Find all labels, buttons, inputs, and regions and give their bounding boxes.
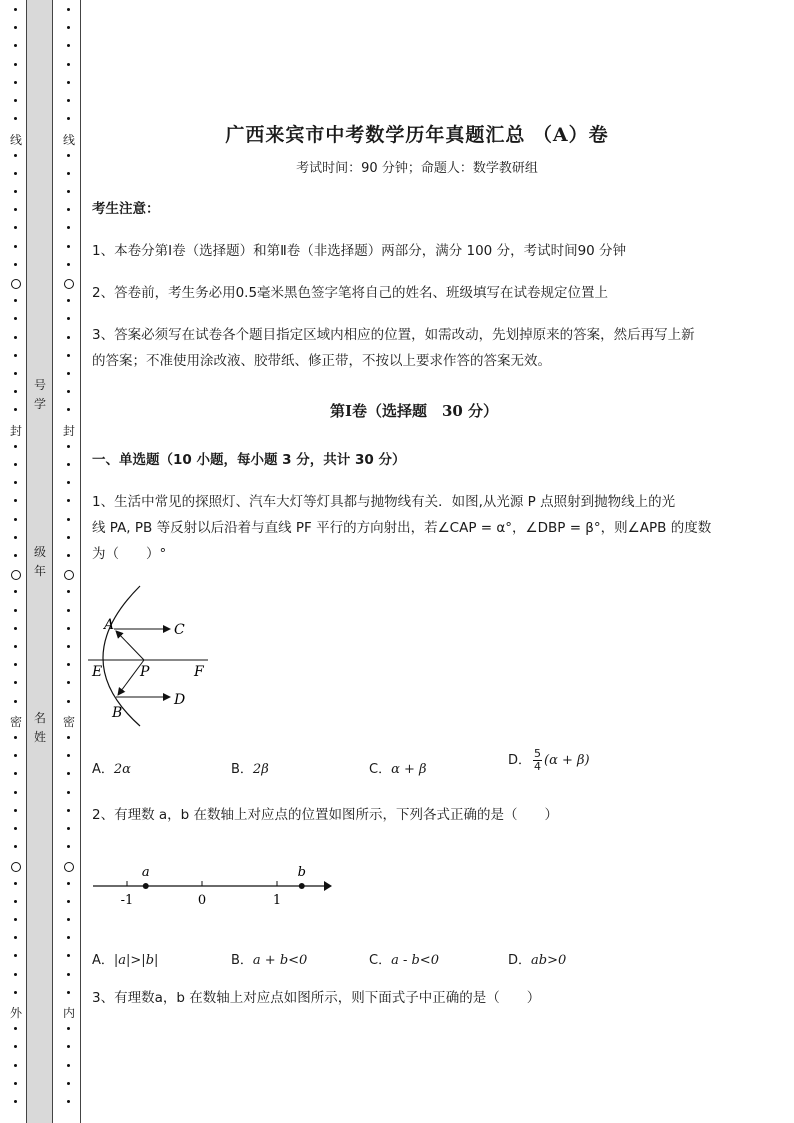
margin-dot (14, 518, 17, 521)
margin-dot (67, 954, 70, 957)
margin-circle (11, 570, 21, 580)
margin-dot (67, 936, 70, 939)
option-letter: B． (231, 953, 253, 968)
margin-dot (14, 954, 17, 957)
margin-char-wai: 外 (9, 1006, 22, 1020)
point-b-label: b (297, 865, 306, 880)
margin-dot (14, 245, 17, 248)
q3-text: 3、有理数a，b 在数轴上对应点如图所示，则下面式子中正确的是（ ） (92, 990, 541, 1006)
class-label: 级 (33, 545, 46, 559)
label-d: D (174, 692, 186, 708)
margin-dot (67, 245, 70, 248)
margin-dot (14, 882, 17, 885)
margin-dot (67, 481, 70, 484)
margin-dot (67, 609, 70, 612)
margin-char-mi-inner: 密 (62, 715, 75, 729)
q2-option-b[interactable] (231, 949, 307, 968)
option-value: ab>0 (531, 953, 567, 968)
margin-dot (67, 754, 70, 757)
fraction-denominator: 4 (534, 760, 542, 773)
margin-char-feng-outer: 封 (9, 424, 22, 438)
margin-dot (14, 681, 17, 684)
q1-option-a[interactable] (92, 758, 131, 777)
margin-dot (67, 1064, 70, 1067)
margin-dot (67, 208, 70, 211)
margin-dot (67, 372, 70, 375)
margin-dot (67, 973, 70, 976)
margin-dot (14, 445, 17, 448)
q2-number-line (88, 858, 338, 910)
q1-parabola-figure (88, 580, 218, 730)
margin-dot (67, 918, 70, 921)
exam-subtitle: 考试时间：90 分钟；命题人：数学教研组 (296, 161, 538, 176)
notice-item-1: 1、本卷分第Ⅰ卷（选择题）和第Ⅱ卷（非选择题）两部分，满分 100 分，考试时间90 分钟 (92, 243, 627, 259)
margin-circle (64, 862, 74, 872)
margin-char-xian-outer: 线 (9, 133, 22, 147)
margin-dot (67, 700, 70, 703)
margin-dot (67, 190, 70, 193)
margin-dot (67, 317, 70, 320)
margin-dot (67, 1027, 70, 1030)
q2-option-a[interactable] (92, 949, 158, 968)
margin-dot (14, 44, 17, 47)
margin-dot (14, 845, 17, 848)
margin-dot (67, 827, 70, 830)
margin-dot (67, 299, 70, 302)
margin-char-xian-inner: 线 (62, 133, 75, 147)
label-c: C (174, 622, 185, 638)
margin-dot (67, 445, 70, 448)
margin-dot (67, 63, 70, 66)
margin-dot (14, 263, 17, 266)
q2-text: 2、有理数 a，b 在数轴上对应点的位置如图所示，下列各式正确的是（ ） (92, 807, 559, 823)
notice-item-3-line-2: 的答案；不准使用涂改液、胶带纸、修正带，不按以上要求作答的答案无效。 (92, 353, 551, 369)
margin-dot (14, 736, 17, 739)
margin-dot (14, 317, 17, 320)
margin-dot (67, 226, 70, 229)
margin-dot (14, 700, 17, 703)
option-value: (α + β) (544, 753, 590, 768)
margin-dot (14, 299, 17, 302)
margin-dot (67, 645, 70, 648)
margin-dot (14, 190, 17, 193)
margin-dot (14, 81, 17, 84)
margin-dot (14, 536, 17, 539)
margin-dot (67, 809, 70, 812)
margin-dot (67, 590, 70, 593)
option-letter: A． (92, 953, 114, 968)
margin-dot (67, 536, 70, 539)
margin-dot (14, 1064, 17, 1067)
margin-circle (11, 279, 21, 289)
margin-dot (67, 772, 70, 775)
student-id-label: 号 (33, 378, 46, 392)
margin-dot (14, 336, 17, 339)
margin-dot (14, 499, 17, 502)
margin-dot (14, 8, 17, 11)
option-letter: D． (508, 753, 532, 768)
margin-char-nei: 内 (62, 1006, 75, 1020)
margin-dot (14, 973, 17, 976)
q1-text-line-3: 为（ ）° (92, 546, 167, 562)
label-f: F (194, 664, 204, 680)
margin-dot (14, 827, 17, 830)
margin-dot (14, 918, 17, 921)
margin-dot (14, 226, 17, 229)
name-label: 姓 (33, 730, 46, 744)
margin-dot (14, 1027, 17, 1030)
tick-label: 0 (197, 893, 207, 908)
margin-dot (67, 1045, 70, 1048)
margin-dot (14, 900, 17, 903)
margin-dot (67, 463, 70, 466)
option-value: a - b<0 (391, 953, 439, 968)
margin-dot (67, 390, 70, 393)
margin-dot (67, 354, 70, 357)
option-value: |a|>|b| (113, 953, 159, 968)
margin-dot (14, 791, 17, 794)
fraction (533, 748, 542, 773)
margin-dot (14, 772, 17, 775)
name-label: 名 (33, 711, 46, 725)
q1-text-line-1: 1、生活中常见的探照灯、汽车大灯等灯具都与抛物线有关．如图,从光源 P 点照射到抛物线上的光 (92, 494, 676, 510)
margin-dot (67, 554, 70, 557)
option-value: a + b<0 (252, 953, 308, 968)
margin-dot (67, 736, 70, 739)
margin-dot (67, 263, 70, 266)
notice-item-3-line-1: 3、答案必须写在试卷各个题目指定区域内相应的位置，如需改动，先划掉原来的答案，然后再写上新 (92, 327, 695, 343)
margin-dot (14, 1045, 17, 1048)
margin-dot (67, 44, 70, 47)
q1-option-d[interactable] (508, 748, 590, 773)
margin-dot (14, 809, 17, 812)
q2-option-c[interactable] (369, 949, 439, 968)
margin-dot (14, 390, 17, 393)
margin-dot (67, 900, 70, 903)
margin-circle (64, 279, 74, 289)
margin-dot (67, 991, 70, 994)
label-b: B (112, 705, 123, 721)
margin-dot (14, 372, 17, 375)
tick-label: 1 (272, 893, 282, 908)
option-letter: D． (508, 953, 532, 968)
margin-dot (14, 663, 17, 666)
label-a: A (104, 617, 115, 633)
margin-dot (14, 645, 17, 648)
margin-dot (14, 354, 17, 357)
notice-item-2: 2、答卷前，考生务必用0.5毫米黑色签字笔将自己的姓名、班级填写在试卷规定位置上 (92, 285, 609, 301)
margin-dot (67, 99, 70, 102)
margin-dot (67, 26, 70, 29)
option-value: α + β (391, 762, 427, 777)
margin-dot (67, 681, 70, 684)
label-e: E (92, 664, 103, 680)
margin-dot (14, 99, 17, 102)
margin-dot (67, 627, 70, 630)
margin-dot (67, 1100, 70, 1103)
margin-dot (14, 590, 17, 593)
q1-option-c[interactable] (369, 758, 427, 777)
margin-dot (14, 1100, 17, 1103)
exam-title: 广西来宾市中考数学历年真题汇总 （A）卷 (225, 124, 609, 146)
margin-circle (11, 862, 21, 872)
option-letter: C． (369, 762, 392, 777)
q2-option-d[interactable] (508, 949, 566, 968)
margin-dot (14, 208, 17, 211)
option-letter: C． (369, 953, 392, 968)
margin-dot (67, 336, 70, 339)
margin-dot (14, 609, 17, 612)
margin-dot (67, 882, 70, 885)
margin-dot (14, 1082, 17, 1085)
q1-option-b[interactable] (231, 758, 269, 777)
ray-pa (116, 631, 144, 660)
student-id-label: 学 (33, 397, 46, 411)
option-value: 2α (113, 762, 131, 777)
margin-dot (67, 499, 70, 502)
margin-circle (64, 570, 74, 580)
margin-dot (67, 8, 70, 11)
margin-dot (14, 627, 17, 630)
label-p: P (140, 664, 150, 680)
class-label: 年 (33, 564, 46, 578)
point-b (299, 883, 305, 889)
margin-dot (14, 481, 17, 484)
part-1-title: 第Ⅰ卷（选择题 30 分） (329, 402, 499, 420)
margin-dot (14, 991, 17, 994)
margin-dot (14, 554, 17, 557)
tick-label: -1 (120, 893, 134, 908)
point-a-label: a (141, 865, 150, 880)
fraction-numerator: 5 (534, 747, 542, 760)
margin-dot (67, 1082, 70, 1085)
margin-char-mi-outer: 密 (9, 715, 22, 729)
section-heading: 一、单选题（10 小题，每小题 3 分，共计 30 分） (92, 452, 406, 468)
q1-text-line-2: 线 PA, PB 等反射以后沿着与直线 PF 平行的方向射出，若∠CAP = α°，∠DBP = β°，则∠APB 的度数 (92, 520, 712, 536)
margin-dot (67, 791, 70, 794)
axis-arrow (324, 881, 332, 891)
margin-dot (14, 936, 17, 939)
option-letter: A． (92, 762, 114, 777)
notice-heading: 考生注意： (92, 201, 160, 217)
margin-dot (14, 463, 17, 466)
option-value: 2β (252, 762, 269, 777)
margin-dot (67, 518, 70, 521)
margin-char-feng-inner: 封 (62, 424, 75, 438)
margin-dot (67, 845, 70, 848)
margin-dot (14, 754, 17, 757)
margin-dot (67, 663, 70, 666)
option-letter: B． (231, 762, 253, 777)
margin-dot (14, 63, 17, 66)
margin-dot (14, 26, 17, 29)
point-a (143, 883, 149, 889)
margin-dot (67, 81, 70, 84)
